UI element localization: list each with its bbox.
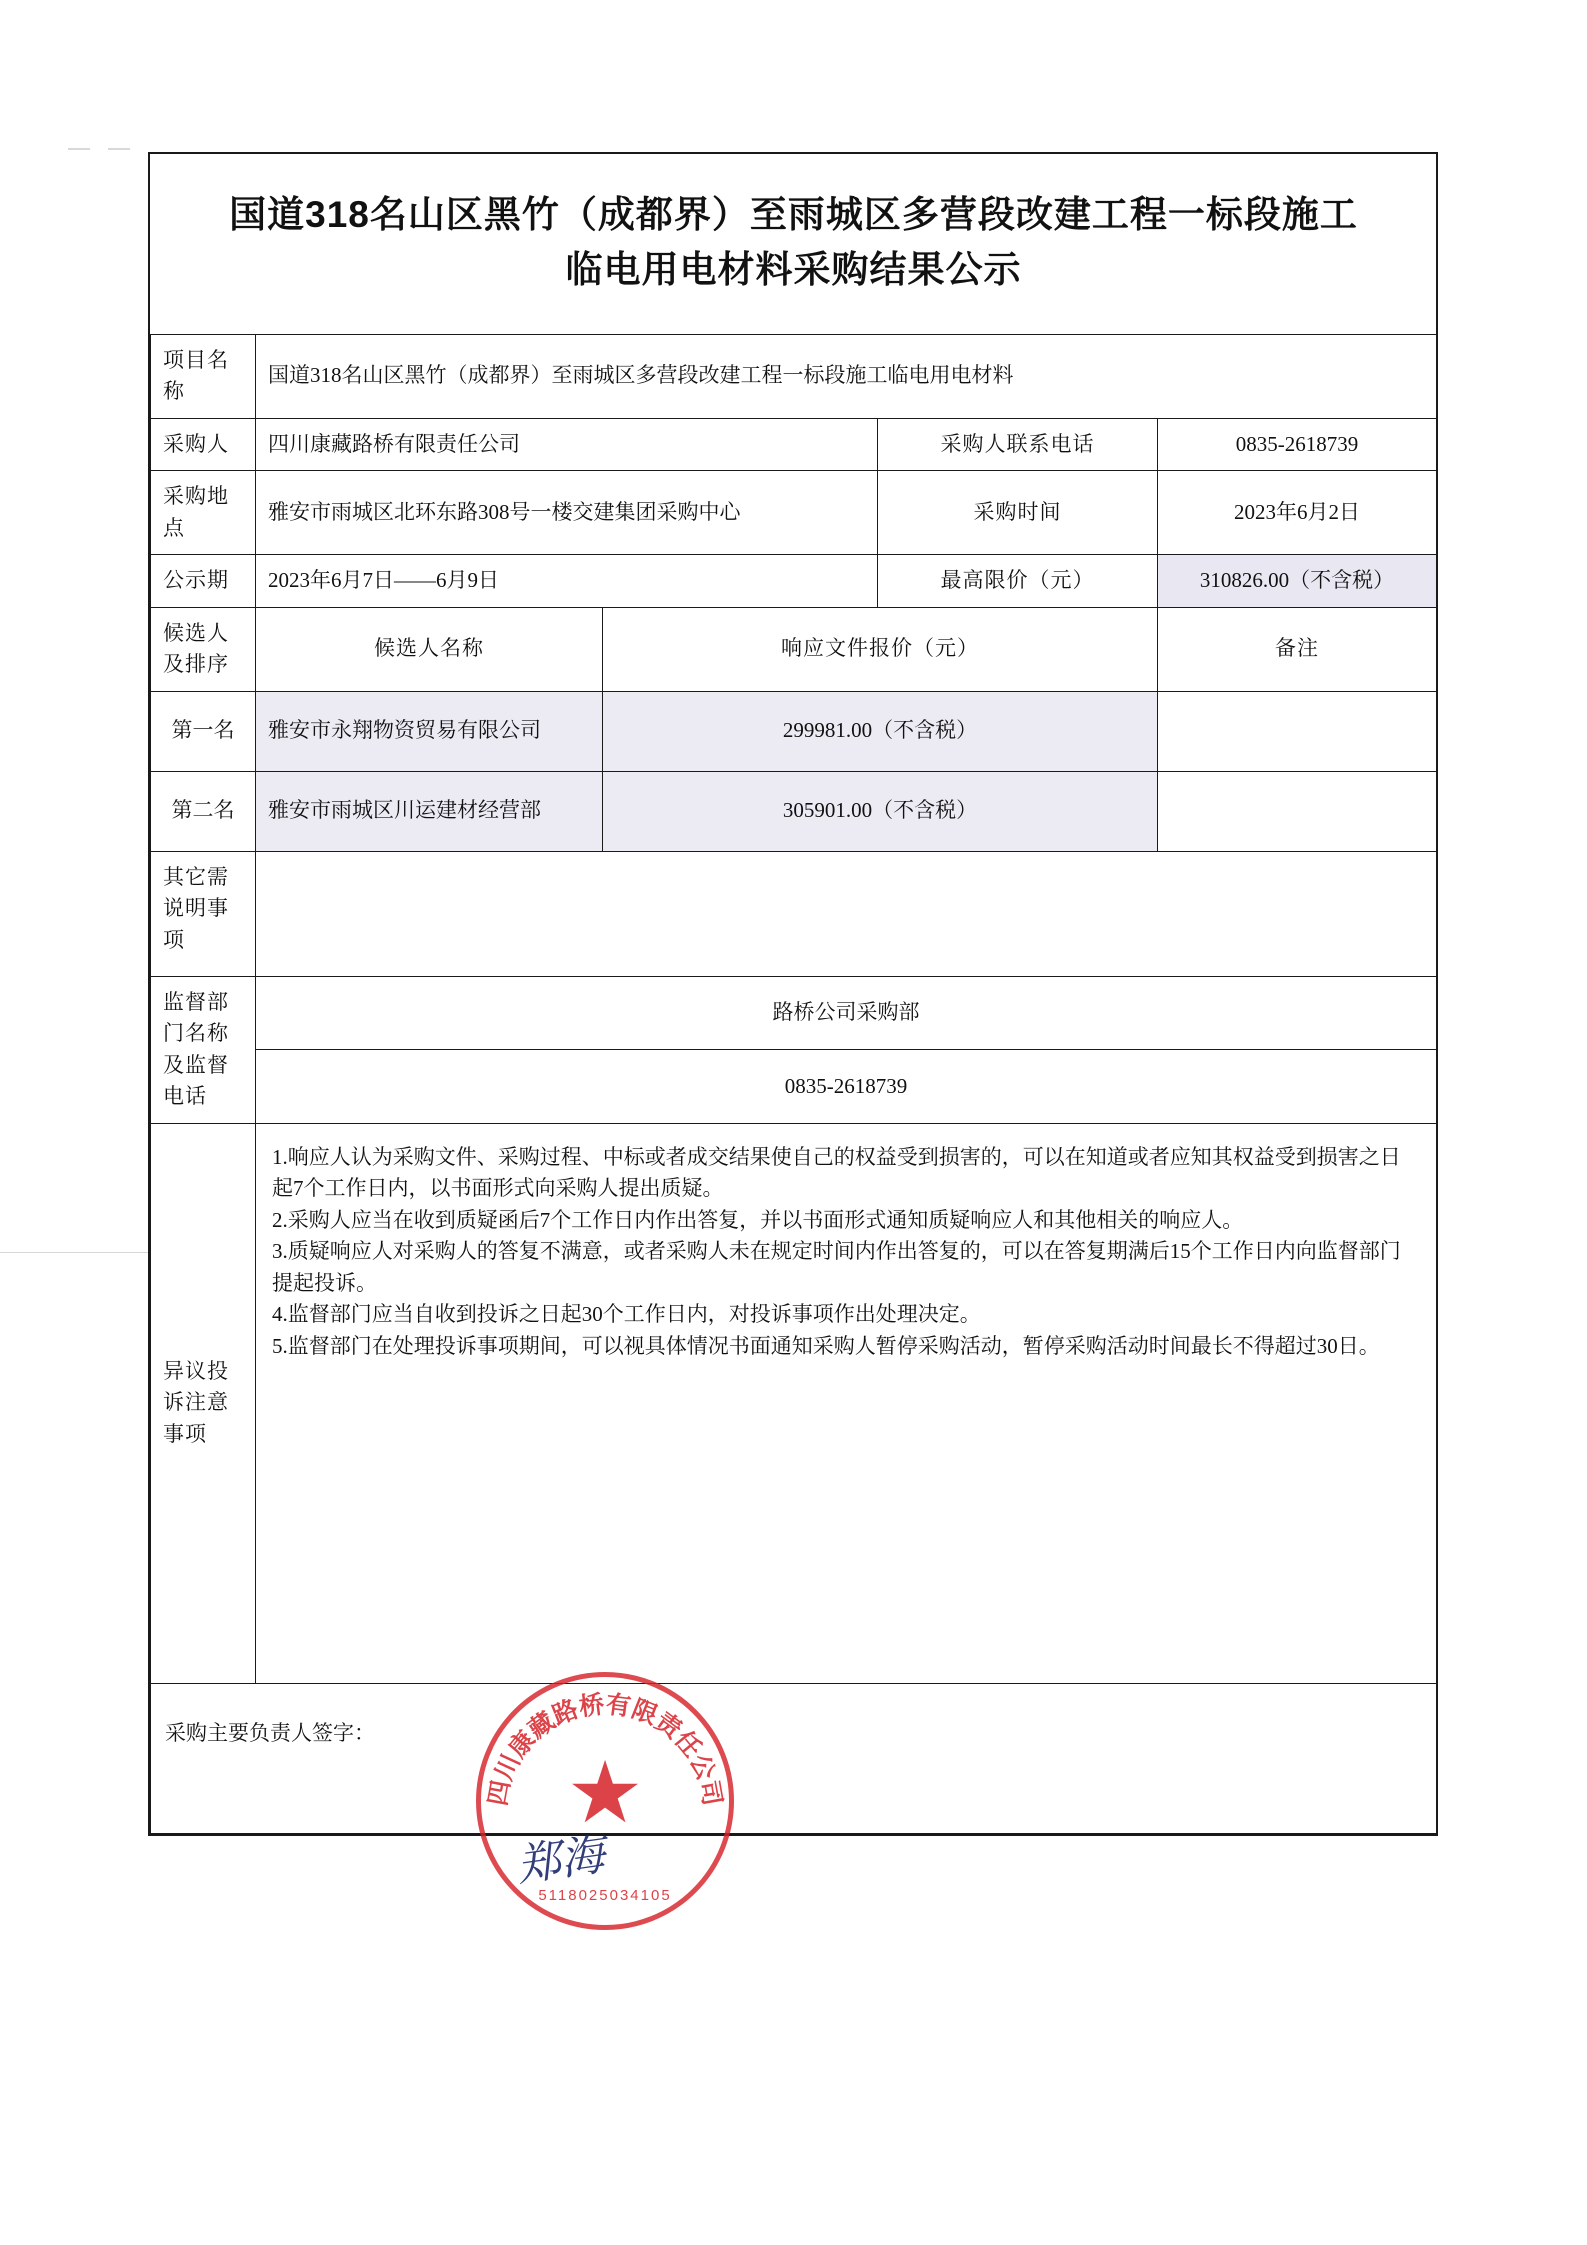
candidates-name-header: 候选人名称 [256,607,603,691]
purchaser-phone-value: 0835-2618739 [1158,418,1437,471]
candidate-remark [1158,771,1437,851]
supervision-department: 路桥公司采购部 [256,976,1437,1050]
seal-code: 5118025034105 [538,1887,672,1904]
candidates-remark-header: 备注 [1158,607,1437,691]
row-supervision-phone [151,1050,1437,1124]
row-purchase-place [151,471,1437,555]
purchaser-label: 采购人 [151,418,256,471]
purchaser-phone-label: 采购人联系电话 [878,418,1158,471]
supervision-phone: 0835-2618739 [256,1050,1437,1124]
objection-label: 异议投诉注意事项 [151,1123,256,1683]
announcement-document [148,152,1438,1842]
purchase-time-label: 采购时间 [878,471,1158,555]
objection-paragraph: 2.采购人应当在收到质疑函后7个工作日内作出答复，并以书面形式通知质疑响应人和其他相关的响应人。 [272,1207,1244,1232]
project-name-label: 项目名称 [151,334,256,418]
candidates-rank-header: 候选人及排序 [151,607,256,691]
scan-artifact-left [68,148,90,150]
candidate-price: 305901.00（不含税） [603,771,1158,851]
table-row [151,691,1437,771]
objection-notice [256,1123,1437,1683]
row-signature [151,1683,1437,1833]
table-row [151,771,1437,851]
seal-company-text: 四川康藏路桥有限责任公司 [483,1690,727,1808]
candidate-rank: 第二名 [151,771,256,851]
row-publicity-period [151,555,1437,608]
candidate-price: 299981.00（不含税） [603,691,1158,771]
project-name-value: 国道318名山区黑竹（成都界）至雨城区多营段改建工程一标段施工临电用电材料 [256,334,1437,418]
max-price-value: 310826.00（不含税） [1158,555,1437,608]
row-supervision-department [151,976,1437,1050]
candidates-price-header: 响应文件报价（元） [603,607,1158,691]
scan-artifact-right [108,148,130,150]
candidate-rank: 第一名 [151,691,256,771]
objection-paragraph: 3.质疑响应人对采购人的答复不满意，或者采购人未在规定时间内作出答复的，可以在答复期满后15个工作日内向监督部门提起投诉。 [272,1239,1401,1295]
objection-paragraph: 4.监督部门应当自收到投诉之日起30个工作日内，对投诉事项作出处理决定。 [272,1302,981,1326]
row-project-name [151,334,1437,418]
page-title: 国道318名山区黑竹（成都界）至雨城区多营段改建工程一标段施工临电用电材料采购结果公示 [229,194,1358,290]
candidates-header-row [151,607,1437,691]
row-purchaser [151,418,1437,471]
max-price-label: 最高限价（元） [878,555,1158,608]
candidate-name: 雅安市永翔物资贸易有限公司 [256,691,603,771]
announcement-table [150,154,1437,1842]
handwritten-signature: 郑海 [513,1830,608,1891]
title-cell [151,154,1437,334]
other-matters-label: 其它需说明事项 [151,851,256,976]
purchase-place-value: 雅安市雨城区北环东路308号一楼交建集团采购中心 [256,471,878,555]
purchaser-value: 四川康藏路桥有限责任公司 [256,418,878,471]
objection-paragraph: 5.监督部门在处理投诉事项期间，可以视具体情况书面通知采购人暂停采购活动，暂停采购活动时间最长不得超过30日。 [272,1333,1380,1358]
supervision-label: 监督部门名称及监督电话 [151,976,256,1123]
other-matters-value [256,851,1437,976]
purchase-place-label: 采购地点 [151,471,256,555]
signature-label: 采购主要负责人签字： [151,1683,1437,1833]
row-other-matters [151,851,1437,976]
candidate-name: 雅安市雨城区川运建材经营部 [256,771,603,851]
row-objection [151,1123,1437,1683]
purchase-time-value: 2023年6月2日 [1158,471,1437,555]
publicity-period-label: 公示期 [151,555,256,608]
candidate-remark [1158,691,1437,771]
title-row [151,154,1437,334]
objection-paragraph: 1.响应人认为采购文件、采购过程、中标或者成交结果使自己的权益受到损害的，可以在知道或者应知其权益受到损害之日起7个工作日内，以书面形式向采购人提出质疑。 [272,1144,1401,1200]
scan-artifact-fold [0,1252,150,1253]
seal-star-icon: ★ [566,1745,644,1842]
publicity-period-value: 2023年6月7日——6月9日 [256,555,878,608]
